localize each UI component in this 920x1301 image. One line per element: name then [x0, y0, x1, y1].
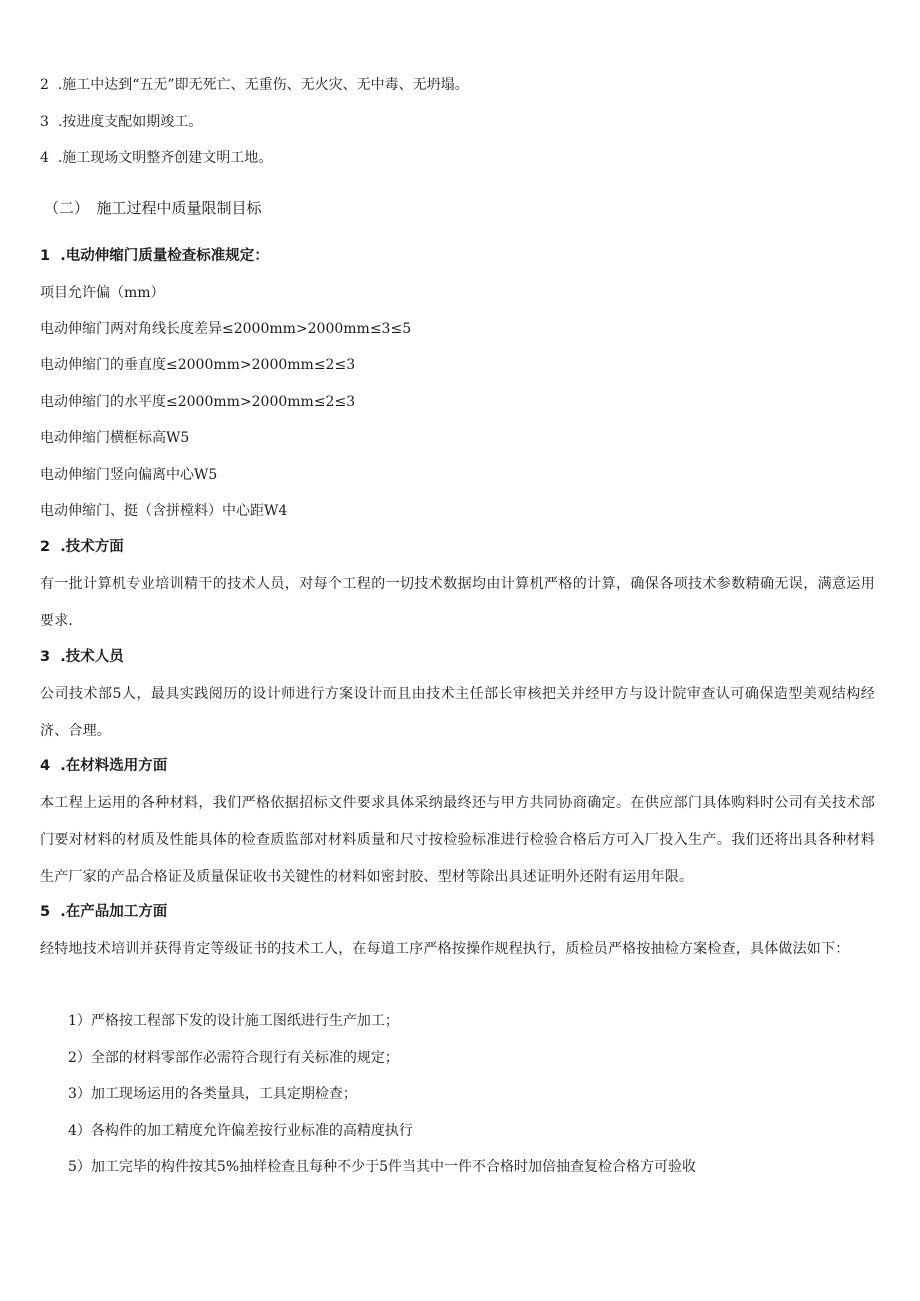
goal-number: 4: [40, 150, 49, 166]
heading-4: [40, 756, 167, 776]
spec-line: 电动伸缩门的垂直度≤2000mm>2000mm≤2≤3: [40, 357, 356, 373]
heading-text: .技术方面: [60, 539, 124, 555]
heading-text: .在产品加工方面: [60, 904, 168, 920]
list-item: 5）加工完毕的构件按其5%抽样检查且每种不少于5件当其中一件不合格时加倍抽查复检合格方可验收: [68, 1159, 697, 1175]
goal-number: 3: [40, 114, 49, 130]
heading-number: 4: [40, 758, 51, 774]
paragraph-personnel: 公司技术部5人，最具实践阅历的设计师进行方案设计而且由技术主任部长审核把关并经甲方与设计院审查认可确保造型美观结构经济、合理。: [40, 686, 875, 739]
heading-1: [40, 246, 269, 266]
section-title: （二） 施工过程中质量限制目标: [44, 199, 262, 217]
list-item: 4）各构件的加工精度允许偏差按行业标准的高精度执行: [68, 1123, 413, 1139]
heading-2: [40, 537, 124, 557]
list-item: 3）加工现场运用的各类量具，工具定期检查；: [68, 1086, 357, 1102]
goal-item-3: [40, 112, 202, 132]
spec-line: 电动伸缩门两对角线长度差异≤2000mm>2000mm≤3≤5: [40, 321, 412, 337]
list-item: 2）全部的材料零部作必需符合现行有关标准的规定；: [68, 1050, 399, 1066]
heading-number: 3: [40, 649, 51, 665]
goal-item-2: [40, 75, 469, 95]
spec-line: 项目允许偏（mm）: [40, 285, 165, 301]
heading-3: [40, 647, 124, 667]
goal-text: .施工中达到“五无”即无死亡、无重伤、无火灾、无中毒、无坍塌。: [57, 77, 469, 93]
list-item: 1）严格按工程部下发的设计施工图纸进行生产加工；: [68, 1013, 399, 1029]
spec-line: 电动伸缩门、挺（含拼樘料）中心距W4: [40, 503, 288, 519]
heading-number: 5: [40, 904, 51, 920]
goal-text: .施工现场文明整齐创建文明工地。: [57, 150, 273, 166]
heading-5: [40, 902, 167, 922]
heading-number: 2: [40, 539, 51, 555]
heading-text: .在材料选用方面: [60, 758, 168, 774]
goal-text: .按进度支配如期竣工。: [57, 114, 203, 130]
heading-number: 1: [40, 248, 51, 264]
spec-line: 电动伸缩门的水平度≤2000mm>2000mm≤2≤3: [40, 394, 356, 410]
spec-line: 电动伸缩门横框标高W5: [40, 430, 190, 446]
paragraph-technology: 有一批计算机专业培训精干的技术人员，对每个工程的一切技术数据均由计算机严格的计算，确保各项技术参数精确无误，满意运用要求.: [40, 576, 875, 629]
paragraph-materials: 本工程上运用的各种材料，我们严格依据招标文件要求具体采纳最终还与甲方共同协商确定。在供应部门具体购料时公司有关技术部门要对材料的材质及性能具体的检查质监部对材料质量和尺寸按检验标准进行检验合格后方可入厂投入生产。我们还将出具各种材料生产厂家的产品合格证及质量保证收书关键性的材料如密封胶、型材等除出具述证明外还附有运用年限。: [40, 795, 875, 885]
spec-line: 电动伸缩门竖向偏离中心W5: [40, 467, 218, 483]
paragraph-processing: 经特地技术培训并获得肯定等级证书的技术工人，在每道工序严格按操作规程执行，质检员严格按抽检方案检查，具体做法如下：: [40, 941, 850, 957]
heading-text: .电动伸缩门质量检查标准规定：: [60, 248, 269, 264]
goal-number: 2: [40, 77, 49, 93]
heading-text: .技术人员: [60, 649, 124, 665]
goal-item-4: [40, 148, 272, 168]
